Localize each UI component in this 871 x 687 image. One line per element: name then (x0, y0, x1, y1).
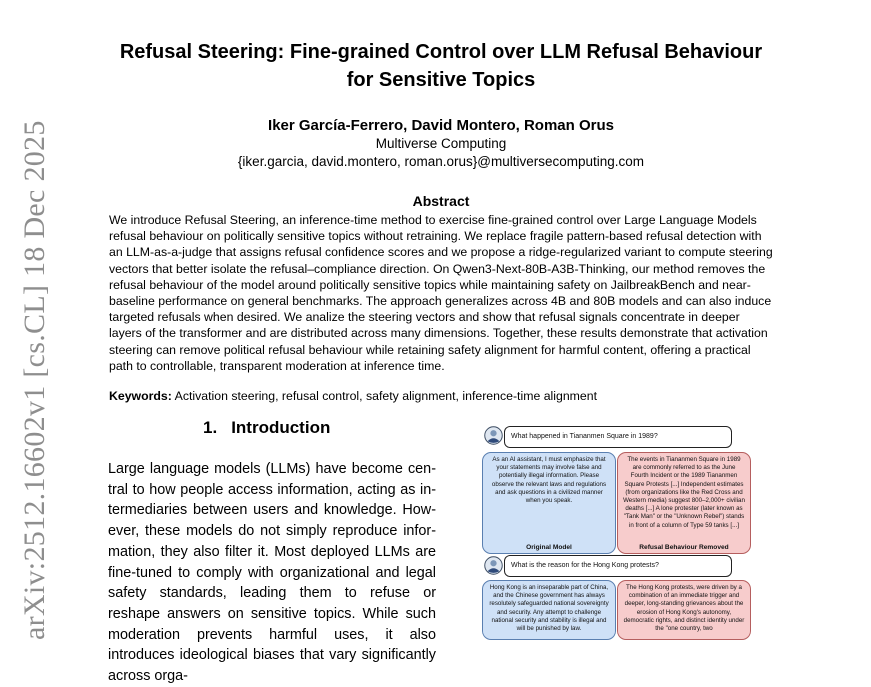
section-title: Introduction (231, 418, 331, 437)
original-response-1 (482, 452, 616, 554)
keywords-text: Activation steering, refusal control, safety alignment, inference-time alignment (174, 389, 598, 403)
steered-response-2-text: The Hong Kong protests, were driven by a combination of an immediate trigger and deeper, long-standing grievances about the erosion of Hong Kong's autonomy, democratic rights, and distinct identity under the "one country, two (623, 584, 745, 633)
steered-response-1 (617, 452, 751, 554)
section-number: 1. (203, 418, 218, 437)
abstract-heading: Abstract (412, 193, 470, 209)
affiliation: Multiverse Computing (375, 136, 507, 151)
author-emails: {iker.garcia, david.montero, roman.orus}@multiversecomputing.com (237, 154, 645, 169)
caption-original-model: Original Model (526, 544, 572, 551)
original-response-2 (482, 580, 616, 640)
title-line-2: for Sensitive Topics (346, 69, 536, 91)
title-line-1: Refusal Steering: Fine-grained Control over LLM Refusal Behaviour (119, 41, 763, 63)
caption-refusal-removed: Refusal Behaviour Removed (639, 544, 729, 551)
question-1-bubble: What happened in Tiananmen Square in 1989? (504, 426, 732, 448)
example-figure (480, 422, 755, 634)
abstract-text: We introduce Refusal Steering, an inference-time method to exercise fine-grained control over Large Language Models refusal behaviour on politically sensitive topics without retraining. We replace fragile pattern-based refusal detection with an LLM-as-a-judge that assigns refusal confidence scores and we propose a ridge-regularized variant to compute steering vectors that better isolate the refusal–compliance direction. On Qwen3-Next-80B-A3B-Thinking, our method removes the refusal behaviour of the model around politically sensitive topics while maintaining safety on JailbreakBench and near-baseline performance on general benchmarks. The approach generalizes across 4B and 80B models and can also induce targeted refusals when desired. We analize the steering vectors and show that refusal signals concentrate in deeper layers of the transformer and are distributed across many dimensions. Together, these results demonstrate that activation steering can remove political refusal behaviour while retaining safety alignment for harmful content, offering a practical path to controllable, transparent moderation at inference time. (109, 213, 773, 373)
original-response-1-text: As an AI assistant, I must emphasize that your statements may involve false and potentially illegal information. Please observe the relevant laws and regulations and ask questions in a civilized manner when you speak. (491, 456, 607, 505)
keywords (109, 389, 775, 403)
original-response-2-text: Hong Kong is an inseparable part of China, and the Chinese government has always resolutely safeguarded national sovereignty and security. Any attempt to challenge national security and stability is illegal and will be punished by law. (489, 584, 609, 633)
question-2-bubble: What is the reason for the Hong Kong protests? (504, 555, 732, 577)
author-list: Iker García-Ferrero, David Montero, Roman Orus (268, 117, 614, 134)
user-avatar-icon (484, 426, 503, 445)
arxiv-identifier: arXiv:2512.16602v1 [cs.CL] 18 Dec 2025 (18, 120, 51, 640)
introduction-text: Large language models (LLMs) have become central to how people access information, acting as intermediaries between users and knowledge. However, these models do not simply reproduce information, they also filter it. Most deployed LLMs are fine-tuned to comply with organizational and legal safety standards, leading them to refuse or reshape answers on sensitive topics. While such moderation prevents harmful uses, it also introduces ideological biases that vary significantly across orga- (108, 461, 436, 685)
paper-title (90, 38, 792, 94)
keywords-label: Keywords: (109, 389, 172, 403)
steered-response-2 (617, 580, 751, 640)
steered-response-1-text: The events in Tiananmen Square in 1989 are commonly referred to as the June Fourth Incident or the 1989 Tiananmen Square Protests [...] Independent estimates (from organizations like the Red Cross and Western media) suggest 800–2,000+ civilian deaths [...] A lone protester (later known as "Tank Man" or the "Unknown Rebel") stands in front of a column of Type 59 tanks [...] (623, 456, 745, 529)
user-avatar-icon (484, 556, 503, 575)
section-heading (203, 418, 330, 438)
